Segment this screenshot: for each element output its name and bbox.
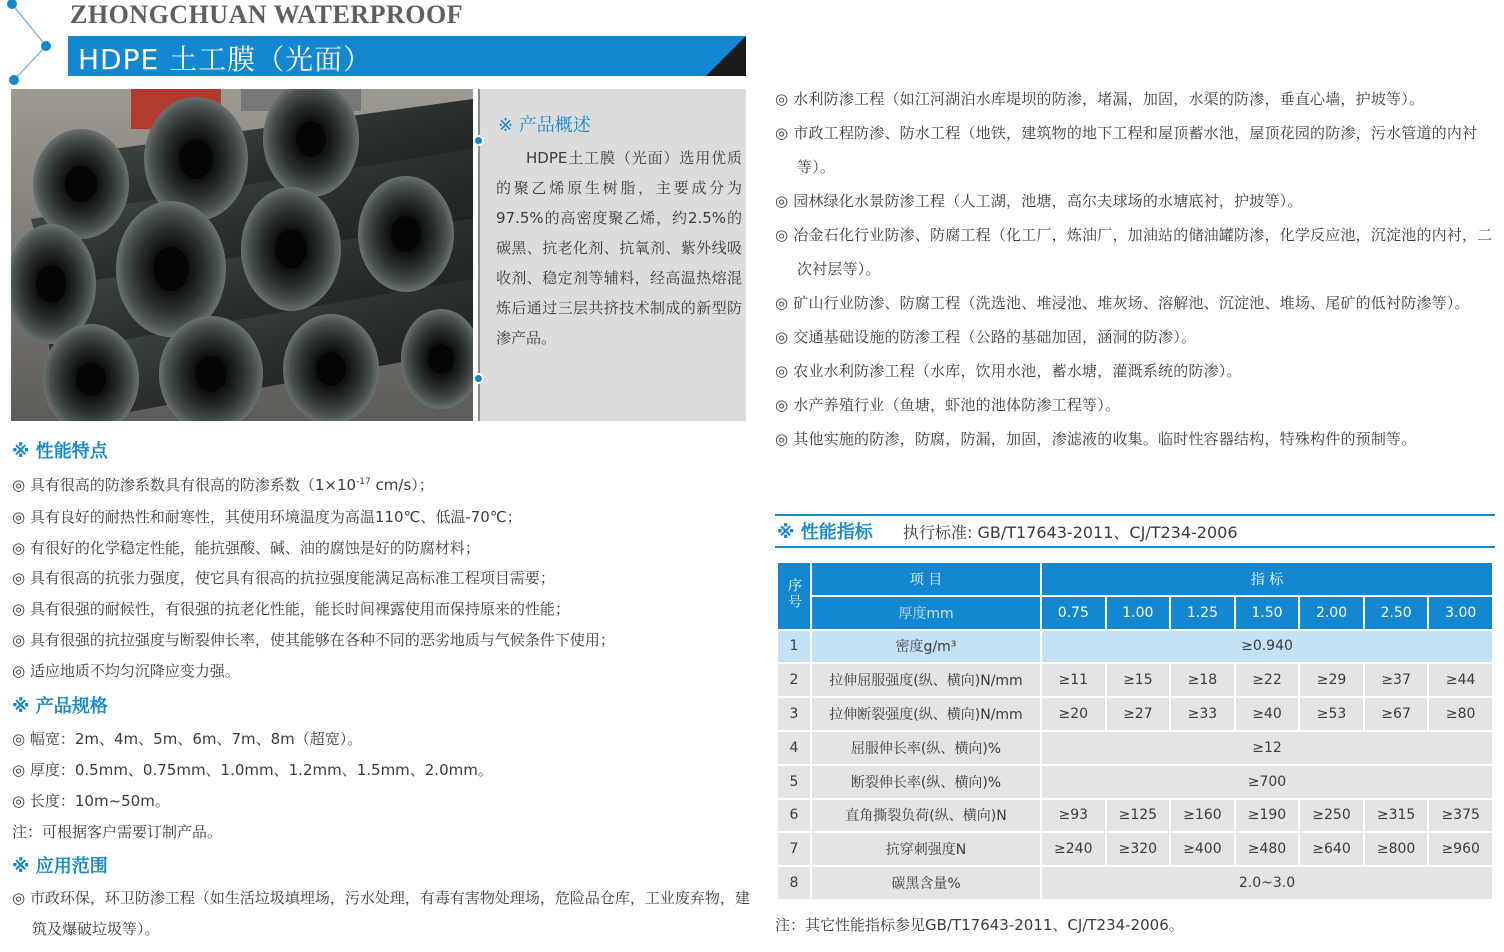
table-row [777, 697, 1493, 731]
index-standard: 执行标准: GB/T17643-2011、CJ/T234-2006 [903, 523, 1238, 542]
thickness-row [777, 596, 1493, 630]
overview-title: ※ 产品概述 [498, 115, 591, 136]
row-value: ≥240 [1041, 832, 1106, 866]
overview-body: HDPE土工膜（光面）选用优质的聚乙烯原生树脂，主要成分为97.5%的高密度聚乙烯，约2.5%的碳黑、抗老化剂、抗氧剂、紫外线吸收剂、稳定剂等辅料，经高温热熔混炼后通过三层共挤技术制成的新型防渗产品。 [496, 149, 742, 347]
row-value: ≥40 [1235, 697, 1300, 731]
banner-corner [706, 36, 746, 76]
row-value: ≥80 [1428, 697, 1493, 731]
table-row [777, 630, 1493, 664]
row-number: 6 [777, 799, 811, 833]
application-item: ◎ 水产养殖行业（鱼塘，虾池的池体防渗工程等）。 [775, 396, 1121, 414]
overview-panel [478, 89, 746, 421]
row-value: ≥125 [1106, 799, 1171, 833]
row-merged-value: ≥700 [1041, 765, 1493, 799]
table-row [777, 866, 1493, 900]
application-item: ◎ 园林绿化水景防渗工程（人工湖，池塘，高尔夫球场的水塘底衬，护坡等）。 [775, 192, 1303, 210]
row-item-name: 碳黑含量% [811, 866, 1041, 900]
page-title: HDPE 土工膜（光面） [78, 43, 373, 76]
thickness-value: 2.00 [1299, 596, 1364, 630]
feature-text: ◎ 具有很高的防渗系数具有很高的防渗系数（1×10 [12, 476, 357, 494]
application-item: ◎ 农业水利防渗工程（水库，饮用水池，蓄水塘，灌溉系统的防渗）。 [775, 362, 1242, 380]
feature-item: ◎ 具有很强的抗拉强度与断裂伸长率，使其能够在各种不同的恶劣地质与气候条件下使用； [12, 631, 615, 649]
application-item: ◎ 其他实施的防渗，防腐，防漏，加固，渗滤液的收集。临时性容器结构，特殊构件的预制等。 [775, 430, 1417, 448]
row-item-name: 拉伸断裂强度(纵、横向)N/mm [811, 697, 1041, 731]
table-row [777, 731, 1493, 765]
row-number: 7 [777, 832, 811, 866]
thickness-value: 1.50 [1235, 596, 1300, 630]
value-header: 指 标 [1041, 562, 1493, 596]
scope-item: ◎ 市政环保，环卫防渗工程（如生活垃圾填埋场，污水处理，有毒有害物处理场，危险品仓库，工业废弃物，建筑及爆破垃圾等）。 [12, 889, 750, 938]
row-value: ≥400 [1170, 832, 1235, 866]
row-item-name: 拉伸屈服强度(纵、横向)N/mm [811, 663, 1041, 697]
row-value: ≥20 [1041, 697, 1106, 731]
row-value: ≥375 [1428, 799, 1493, 833]
feature-item: ◎ 具有很强的耐候性，有很强的抗老化性能，能长时间裸露使用而保持原来的性能； [12, 600, 570, 618]
row-value: ≥250 [1299, 799, 1364, 833]
table-row [777, 765, 1493, 799]
row-number: 5 [777, 765, 811, 799]
application-item: ◎ 市政工程防渗、防水工程（地铁，建筑物的地下工程和屋顶蓄水池，屋顶花园的防渗，污水管道的内衬等）。 [775, 124, 1478, 176]
feature-exponent: -17 [356, 477, 371, 487]
thickness-value: 1.00 [1106, 596, 1171, 630]
scope-title: ※ 应用范围 [12, 856, 108, 877]
spec-item: ◎ 长度：10m~50m。 [12, 792, 170, 810]
thickness-value: 3.00 [1428, 596, 1493, 630]
row-value: ≥190 [1235, 799, 1300, 833]
row-value: ≥480 [1235, 832, 1300, 866]
row-item-name: 断裂伸长率(纵、横向)% [811, 765, 1041, 799]
row-number: 3 [777, 697, 811, 731]
row-value: ≥800 [1364, 832, 1429, 866]
thickness-value: 0.75 [1041, 596, 1106, 630]
table-row [777, 663, 1493, 697]
features-title: ※ 性能特点 [12, 441, 108, 462]
title-banner [68, 36, 746, 76]
row-value: ≥11 [1041, 663, 1106, 697]
row-value: ≥22 [1235, 663, 1300, 697]
spec-item: ◎ 幅宽：2m、4m、5m、6m、7m、8m（超宽）。 [12, 730, 363, 748]
row-number: 8 [777, 866, 811, 900]
row-item-name: 抗穿刺强度N [811, 832, 1041, 866]
application-item: ◎ 矿山行业防渗、防腐工程（洗选池、堆浸池、堆灰场、溶解池、沉淀池、堆场、尾矿的低衬防渗等）。 [775, 294, 1470, 312]
row-value: ≥67 [1364, 697, 1429, 731]
row-merged-value: ≥0.940 [1041, 630, 1493, 664]
item-header: 项 目 [811, 562, 1041, 596]
table-header-row [777, 562, 1493, 596]
corner-decoration [0, 0, 70, 90]
row-value: ≥18 [1170, 663, 1235, 697]
product-photo [11, 89, 473, 421]
row-number: 2 [777, 663, 811, 697]
row-value: ≥27 [1106, 697, 1171, 731]
index-rule-bottom [775, 546, 1495, 548]
table-row [777, 832, 1493, 866]
row-item-name: 屈服伸长率(纵、横向)% [811, 731, 1041, 765]
row-value: ≥960 [1428, 832, 1493, 866]
feature-item: ◎ 具有很高的抗张力强度，使它具有很高的抗拉强度能满足高标准工程项目需要； [12, 569, 555, 587]
spec-item: ◎ 厚度：0.5mm、0.75mm、1.0mm、1.2mm、1.5mm、2.0mm。 [12, 761, 493, 779]
row-value: ≥160 [1170, 799, 1235, 833]
row-value: ≥315 [1364, 799, 1429, 833]
row-value: ≥44 [1428, 663, 1493, 697]
row-value: ≥37 [1364, 663, 1429, 697]
index-title: ※ 性能指标 [777, 522, 873, 543]
seq-header: 序号 [777, 562, 811, 630]
row-value: ≥33 [1170, 697, 1235, 731]
feature-item: ◎ 适应地质不均匀沉降应变力强。 [12, 662, 240, 680]
thickness-value: 2.50 [1364, 596, 1429, 630]
divider-dot [473, 373, 484, 384]
divider-dot [473, 135, 484, 146]
index-note: 注：其它性能指标参见GB/T17643-2011、CJ/T234-2006。 [775, 916, 1184, 934]
feature-item: ◎ 具有良好的耐热性和耐寒性，其使用环境温度为高温110℃、低温-70℃； [12, 508, 522, 526]
row-merged-value: 2.0~3.0 [1041, 866, 1493, 900]
feature-item [12, 474, 434, 495]
row-number: 4 [777, 731, 811, 765]
row-value: ≥93 [1041, 799, 1106, 833]
row-value: ≥29 [1299, 663, 1364, 697]
row-item-name: 密度g/m³ [811, 630, 1041, 664]
application-item: ◎ 交通基础设施的防渗工程（公路的基础加固，涵洞的防渗）。 [775, 328, 1197, 346]
feature-item: ◎ 有很好的化学稳定性能，能抗强酸、碱、油的腐蚀是好的防腐材料； [12, 539, 480, 557]
application-item: ◎ 水利防渗工程（如江河湖泊水库堤坝的防渗，堵漏，加固，水渠的防渗，垂直心墙，护坡等）。 [775, 90, 1425, 108]
specs-title: ※ 产品规格 [12, 696, 108, 717]
spec-note: 注：可根据客户需要订制产品。 [12, 823, 223, 841]
row-merged-value: ≥12 [1041, 731, 1493, 765]
row-value: ≥15 [1106, 663, 1171, 697]
feature-text: cm/s）； [370, 476, 434, 494]
row-number: 1 [777, 630, 811, 664]
index-rule-top [775, 514, 1495, 516]
thickness-label: 厚度mm [811, 596, 1041, 630]
row-value: ≥320 [1106, 832, 1171, 866]
row-item-name: 直角撕裂负荷(纵、横向)N [811, 799, 1041, 833]
table-row [777, 799, 1493, 833]
applications-list [775, 82, 1501, 456]
row-value: ≥640 [1299, 832, 1364, 866]
performance-table [776, 561, 1494, 901]
application-item: ◎ 冶金石化行业防渗、防腐工程（化工厂，炼油厂，加油站的储油罐防渗，化学反应池，沉淀池的内衬，二次衬层等）。 [775, 226, 1493, 278]
thickness-value: 1.25 [1170, 596, 1235, 630]
row-value: ≥53 [1299, 697, 1364, 731]
brand-name: ZHONGCHUAN WATERPROOF [70, 0, 464, 29]
